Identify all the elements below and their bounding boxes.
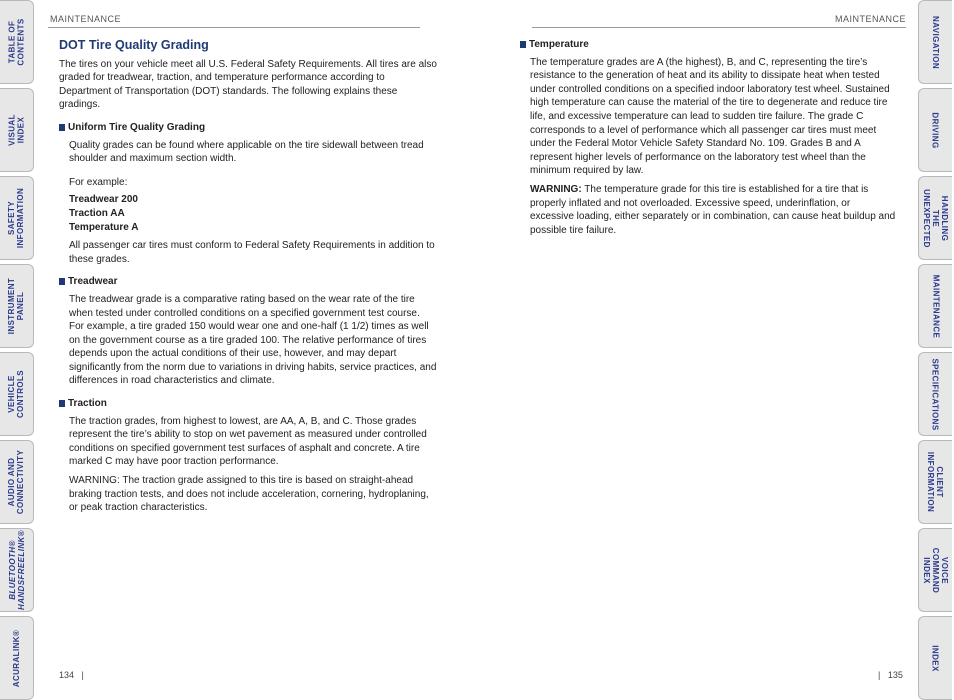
example-temperature: Temperature A — [69, 221, 139, 233]
tab-label: INSTRUMENT PANEL — [7, 277, 26, 335]
example-treadwear: Treadwear 200 — [69, 194, 138, 206]
intro-paragraph: The tires on your vehicle meet all U.S. Federal Safety Requirements. All tires are also graded for treadwear, traction, and temperature performance according to Department of Transportation (DOT) standards. The following explains these gradings. — [59, 58, 437, 111]
header-rule-right — [532, 27, 906, 28]
tab-label: CLIENT INFORMATION — [926, 451, 945, 513]
page-number: 134 — [59, 670, 75, 680]
tab-label: DRIVING — [931, 111, 941, 149]
tab-visual-index[interactable] — [0, 88, 34, 172]
tab-label: HANDLING THE UNEXPECTED — [922, 188, 949, 248]
tab-voice-command-index[interactable] — [918, 528, 952, 612]
conform-paragraph: All passenger car tires must conform to Federal Safety Requirements in addition to these grades. — [69, 240, 435, 265]
tab-audio-and-connectivity[interactable] — [0, 440, 34, 524]
tab-client-information[interactable] — [918, 440, 952, 524]
tab-label: MAINTENANCE — [931, 274, 941, 338]
uniform-paragraph: Quality grades can be found where applicable on the tire sidewall between tread shoulder and maximum section width. — [69, 139, 424, 165]
tab-label: TABLE OF CONTENTS — [7, 18, 26, 66]
right-page — [520, 38, 896, 237]
page-number: 135 — [887, 670, 903, 680]
tab-label: VEHICLE CONTROLS — [7, 369, 26, 419]
left-page — [59, 39, 437, 515]
section-heading-treadwear: Treadwear — [59, 275, 437, 289]
page-title: DOT Tire Quality Grading — [59, 38, 209, 52]
example-label: For example: — [69, 176, 128, 188]
warning-label: WARNING: — [530, 183, 582, 195]
tab-instrument-panel[interactable] — [0, 264, 34, 348]
running-header-right: MAINTENANCE — [834, 14, 906, 24]
tab-handling-the-unexpected[interactable] — [918, 176, 952, 260]
tab-label: BLUETOOTH® HANDSFREELINK® — [7, 530, 26, 610]
warning-text: The temperature grade for this tire is established for a tire that is properly inflated and not overloaded. Excessive speed, underinflation, or excessive loading, either separately or in combination, can cause heat buildup and possible tire failure. — [530, 183, 896, 236]
tab-safety-information[interactable] — [0, 176, 34, 260]
traction-paragraph: The traction grades, from highest to lowest, are AA, A, B, and C. Those grades represent the tire’s ability to stop on wet pavement as measured under controlled conditions on specified government test surfaces of asphalt and concrete. A tire marked C may have poor traction performance. — [69, 415, 427, 468]
section-heading-temperature: Temperature — [520, 38, 896, 52]
tab-driving[interactable] — [918, 88, 952, 172]
header-rule-left — [48, 27, 420, 28]
tab-label: ACURALINK® — [12, 629, 22, 687]
tab-vehicle-controls[interactable] — [0, 352, 34, 436]
tab-label: VOICE COMMAND INDEX — [922, 547, 950, 593]
treadwear-paragraph: The treadwear grade is a comparative rating based on the wear rate of the tire when tested under controlled conditions on a specified government test course. For example, a tire graded 150 would wear one and one-half (1 1/2) times as well on the government course as a tire graded 100. The relative performance of tires depends upon the actual conditions of their use, however, and may depart significantly from the norm due to variations in driving habits, service practices, and differences in road characteristics and climate. — [69, 293, 437, 387]
page-number-left: 134 | — [59, 670, 84, 680]
tab-label: VISUAL INDEX — [7, 114, 26, 146]
tab-label: SPECIFICATIONS — [931, 357, 940, 431]
page-number-right: | 135 — [878, 670, 903, 680]
tab-navigation[interactable] — [918, 0, 952, 84]
tab-label: INDEX — [930, 644, 940, 672]
tab-bluetooth-handsfreelink[interactable] — [0, 528, 34, 612]
section-heading-uniform: Uniform Tire Quality Grading — [59, 121, 437, 135]
tab-acuralink[interactable] — [0, 616, 34, 700]
temperature-paragraph: The temperature grades are A (the highest), B, and C, representing the tire’s resistance to the generation of heat and its ability to dissipate heat when tested under controlled conditions on a specified indoor laboratory test wheel. Sustained high temperature can cause the material of the tire to degenerate and reduce tire life, and excessive temperature can lead to sudden tire failure. The grade C corresponds to a level of performance which all passenger car tires must meet under the Federal Motor Vehicle Safety Standard No. 109. Grades B and A represent higher levels of performance on the laboratory test wheel than the minimum required by law. — [530, 56, 890, 177]
tab-label: AUDIO AND CONNECTIVITY — [7, 449, 26, 515]
tab-table-of-contents[interactable] — [0, 0, 34, 84]
traction-warning: WARNING: The traction grade assigned to this tire is based on straight-ahead braking traction tests, and does not include acceleration, cornering, hydroplaning, or peak traction characteristics. — [69, 475, 429, 514]
tab-specifications[interactable] — [918, 352, 952, 436]
tab-label: NAVIGATION — [931, 15, 941, 69]
tab-index[interactable] — [918, 616, 952, 700]
example-traction: Traction AA — [69, 207, 125, 219]
temperature-warning — [530, 183, 896, 237]
running-header-left: MAINTENANCE — [50, 14, 122, 24]
section-heading-traction: Traction — [59, 397, 437, 411]
tab-label: SAFETY INFORMATION — [7, 187, 26, 249]
tab-maintenance[interactable] — [918, 264, 952, 348]
